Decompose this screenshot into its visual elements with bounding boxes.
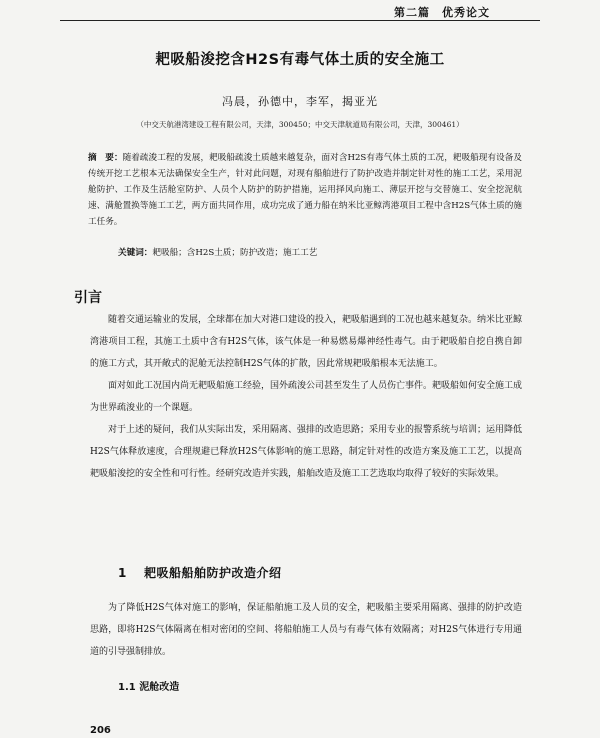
section-number: 1 [118, 566, 127, 580]
abstract-label: 摘 要： [88, 153, 123, 163]
intro-paragraph: 对于上述的疑问，我们从实际出发，采用隔离、强排的改造思路；采用专业的报警系统与培训；运用降低H2S气体释放速度，合理规避已释放H2S气体影响的施工思路，制定针对性的改造方案及施工工艺，以提高耙吸船浚挖的安全性和可行性。经研究改造并实践，船舶改造及施工工艺选取均取得了较好的实际效果。 [90, 425, 523, 479]
intro-body [90, 309, 522, 485]
keywords-text: 耙吸船；含H2S土质；防护改造；施工工艺 [152, 248, 318, 258]
page-number: 206 [90, 725, 111, 736]
author-affiliation: （中交天航港湾建设工程有限公司，天津，300450；中交天津航道局有限公司，天津，300461） [136, 120, 464, 129]
keywords [118, 245, 522, 261]
section-heading [118, 564, 282, 581]
section1-paragraph: 为了降低H2S气体对施工的影响，保证船舶施工及人员的安全，耙吸船主要采用隔离、强排的防护改造思路，即将H2S气体隔离在相对密闭的空间、将船舶施工人员与有毒气体有效隔离；对H2S气体进行专用通道的引导强制排放。 [90, 603, 522, 657]
author-list: 冯晨，孙德中，李军，揭亚光 [222, 95, 378, 108]
abstract [88, 150, 522, 230]
intro-paragraph: 随着交通运输业的发展，全球都在加大对港口建设的投入，耙吸船遇到的工况也越来越复杂。纳米比亚鲸湾港项目工程，其施工土质中含有H2S气体，该气体是一种易燃易爆神经性毒气。由于耙吸船自挖自携自卸的施工方式，其开敞式的泥舱无法控制H2S气体的扩散，因此常规耙吸船根本无法施工。 [90, 315, 523, 369]
abstract-text: 随着疏浚工程的发展，耙吸船疏浚土质越来越复杂，面对含H2S有毒气体土质的工况，耙吸船现有设备及传统开挖工艺根本无法确保安全生产，针对此问题，对现有船舶进行了防护改造并制定针对性的施工工艺，采用泥舱防护、工作及生活舱室防护、人员个人防护的防护措施，运用择风向施工、薄层开挖与交替施工、安全挖泥航速、满舱置换等施工工艺，两方面共同作用，成功完成了通力船在纳米比亚鲸湾港项目工程中含H2S气体土质的施工任务。 [88, 153, 522, 227]
intro-heading: 引言 [74, 290, 102, 306]
running-head [0, 0, 600, 22]
keywords-label: 关键词： [118, 248, 153, 258]
header-rule [60, 20, 540, 21]
section1-body [90, 597, 522, 663]
section-title: 耙吸船船舶防护改造介绍 [144, 566, 282, 580]
paper-title: 耙吸船浚挖含H2S有毒气体土质的安全施工 [155, 52, 445, 68]
running-head-label: 第二篇 优秀论文 [394, 6, 490, 19]
subsection-heading: 1.1 泥舱改造 [118, 682, 180, 693]
intro-paragraph: 面对如此工况国内尚无耙吸船施工经验，国外疏浚公司甚至发生了人员伤亡事件。耙吸船如何安全施工成为世界疏浚业的一个课题。 [90, 381, 523, 413]
